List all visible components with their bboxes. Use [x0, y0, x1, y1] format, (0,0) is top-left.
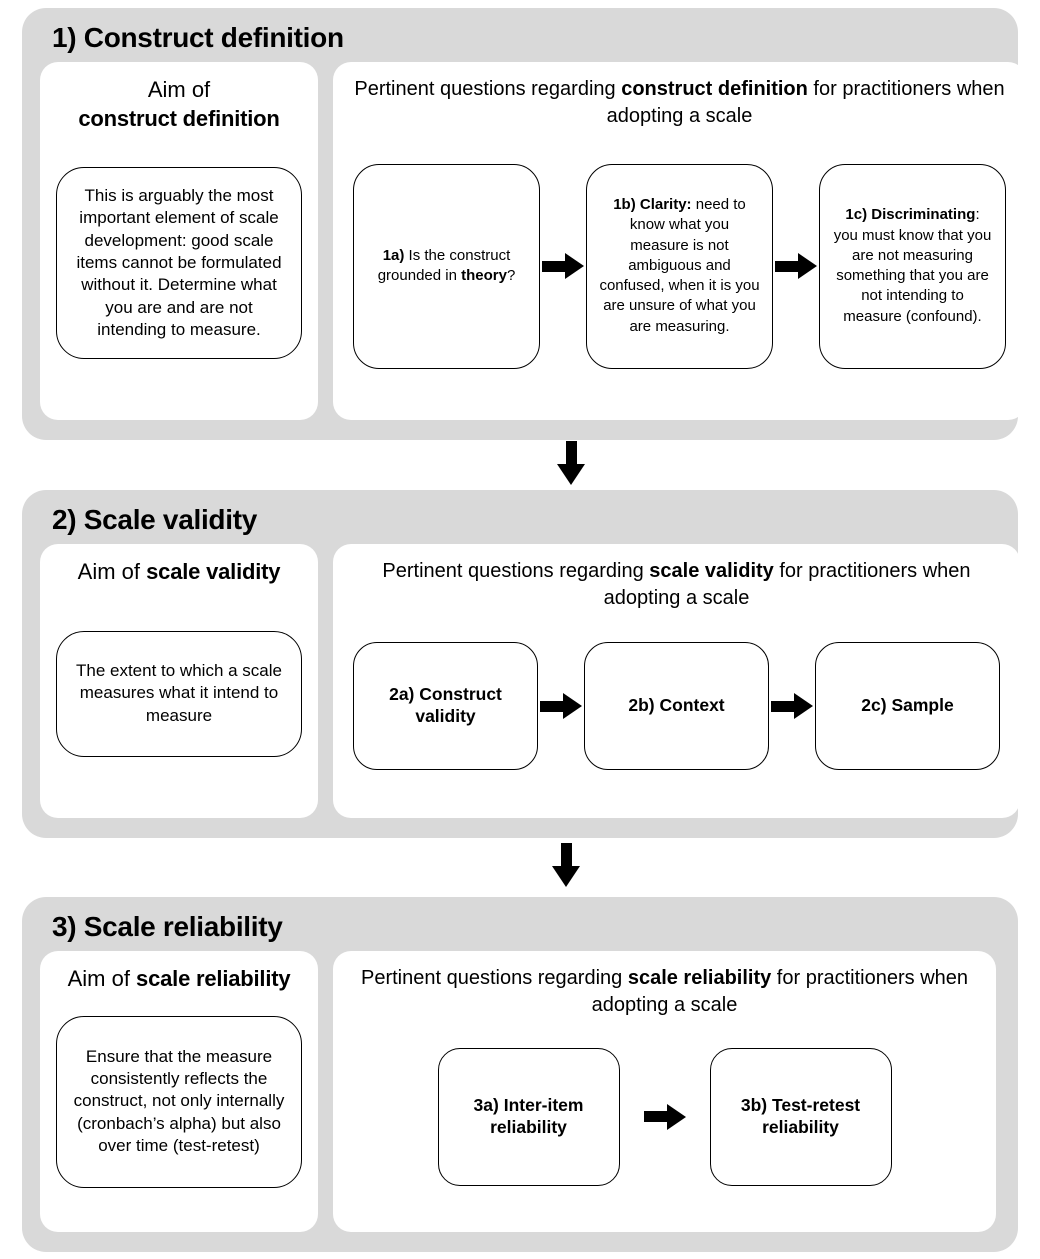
questions-header-prefix: Pertinent questions regarding: [382, 560, 650, 582]
aim-description-box: [56, 631, 302, 757]
arrow-right-icon: [775, 253, 817, 279]
questions-flow-row: [351, 612, 1002, 800]
arrow-right-icon: [771, 693, 813, 719]
questions-header: [351, 558, 1002, 612]
questions-header-suffix: for practitioners when adopting a scale: [606, 78, 1005, 127]
questions-header-suffix: for practitioners when adopting a scale: [591, 967, 969, 1016]
aim-description-box: [56, 1016, 302, 1188]
aim-description-text: Ensure that the measure consistently reflects the construct, not only internally (cronbach’s alpha) but also over time (test-retest): [73, 1046, 285, 1156]
questions-header-prefix: Pertinent questions regarding: [360, 967, 628, 989]
questions-panel-construct-definition: [333, 62, 1026, 420]
question-box-1c-text: 1c) Discriminating: you must know that you are not measuring something that you are not intending to measure (confound).: [833, 206, 992, 325]
arrow-right-icon: [644, 1104, 686, 1130]
aim-title: [52, 76, 306, 133]
section-title: 3) Scale reliability: [52, 911, 283, 942]
arrow-down-icon: [552, 843, 580, 887]
section-body-row: [40, 544, 996, 818]
aim-panel-construct-definition: [40, 62, 318, 420]
aim-title-prefix: Aim of: [147, 77, 211, 102]
section-scale-reliability: [22, 897, 1018, 1252]
aim-title-prefix: Aim of: [77, 559, 147, 584]
question-box-1b-text: 1b) Clarity: need to know what you measure is not ambiguous and confused, when it is you are unsure of what you are measuring.: [599, 196, 760, 335]
questions-header: [351, 965, 978, 1019]
aim-title: [52, 558, 306, 587]
question-box-2b-text: 2b) Context: [628, 695, 725, 716]
questions-header-prefix: Pertinent questions regarding: [354, 78, 622, 100]
questions-header-bold: scale reliability: [627, 967, 772, 989]
question-box-1b: [586, 164, 773, 369]
question-box-3a-text: 3a) Inter-item reliability: [473, 1094, 584, 1137]
aim-title-bold: scale validity: [146, 559, 281, 584]
section-construct-definition: [22, 8, 1018, 440]
questions-header-suffix: for practitioners when adopting a scale: [603, 560, 971, 609]
question-box-1a-text: 1a) Is the construct grounded in theory?: [377, 246, 516, 284]
questions-header: [351, 76, 1008, 130]
section-title: 1) Construct definition: [52, 22, 344, 53]
questions-flow-row: [351, 130, 1008, 402]
question-box-3b: [710, 1048, 892, 1186]
question-box-2c-text: 2c) Sample: [861, 695, 954, 716]
question-box-2c: [815, 642, 1000, 770]
section-body-row: [40, 62, 1005, 420]
section-body-row: [40, 951, 996, 1232]
aim-title-bold: scale reliability: [136, 966, 291, 991]
question-box-1a: [353, 164, 540, 369]
aim-panel-scale-reliability: [40, 951, 318, 1232]
arrow-right-icon: [540, 693, 582, 719]
aim-description-text: The extent to which a scale measures what it intend to measure: [75, 660, 282, 725]
aim-title-bold: construct definition: [78, 105, 280, 131]
aim-description-text: This is arguably the most important element of scale development: good scale items cannot be formulated without it. Determine what you are and are not intending to measure.: [76, 185, 282, 340]
aim-title-prefix: Aim of: [67, 966, 137, 991]
question-box-2b: [584, 642, 769, 770]
question-box-1c: [819, 164, 1006, 369]
questions-flow-row: [351, 1019, 978, 1214]
questions-panel-scale-reliability: [333, 951, 996, 1232]
question-box-3a: [438, 1048, 620, 1186]
arrow-down-icon: [557, 441, 585, 485]
questions-panel-scale-validity: [333, 544, 1020, 818]
question-box-3b-text: 3b) Test-retest reliability: [740, 1094, 861, 1137]
section-title: 2) Scale validity: [52, 504, 258, 535]
aim-panel-scale-validity: [40, 544, 318, 818]
question-box-2a-text: 2a) Construct validity: [389, 684, 502, 726]
questions-header-bold: scale validity: [649, 560, 774, 582]
aim-title: [52, 965, 306, 994]
arrow-right-icon: [542, 253, 584, 279]
question-box-2a: [353, 642, 538, 770]
section-scale-validity: [22, 490, 1018, 838]
aim-description-box: [56, 167, 302, 359]
questions-header-bold: construct definition: [621, 78, 808, 100]
